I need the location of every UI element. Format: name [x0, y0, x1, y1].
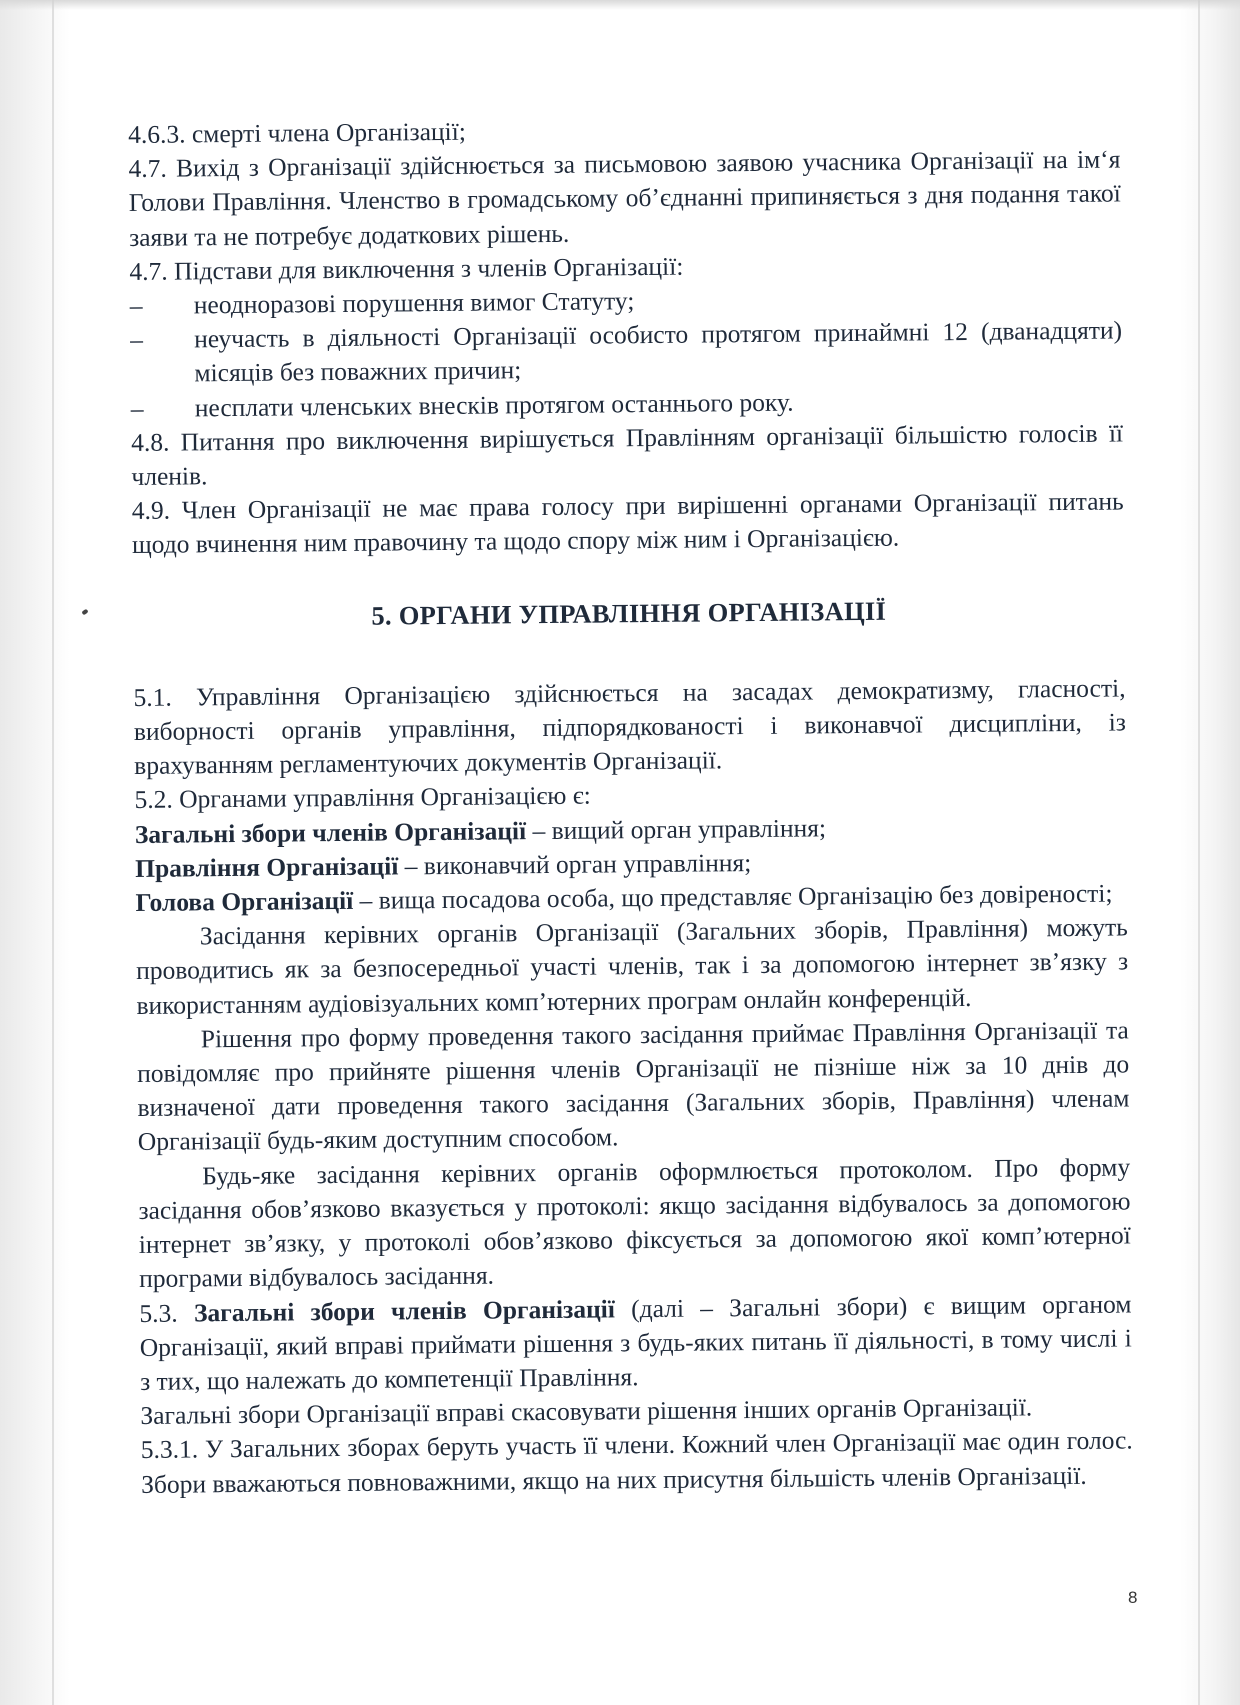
clause-4-8: 4.8. Питання про виключення вирішується Правлінням організації більшістю голосів її членів. — [130, 418, 1124, 492]
clause-5-1: 5.1. Управління Організацією здійснюється на засадах демократизму, гласності, виборності органів управління, підпорядкованості і виконавчої дисципліни, із врахуванням регламентуючих документів Організації. — [133, 673, 1126, 781]
clause-bold-term: Загальні збори членів Організації — [193, 1293, 616, 1327]
clause-5-3-cancel: Загальні збори Організації вправі скасовувати рішення інших органів Організації. — [140, 1392, 1033, 1431]
organ-description: – вища посадова особа, що представляє Організацію без довіреності; — [353, 878, 1113, 915]
clause-5-3 — [139, 1287, 1132, 1399]
scan-shadow-top — [0, 0, 1240, 10]
list-item-text: несплати членських внесків протягом останнього року. — [194, 387, 794, 422]
section-5-heading: 5. ОРГАНИ УПРАВЛІННЯ ОРГАНІЗАЦІЇ — [371, 595, 887, 631]
clause-4-7-grounds: 4.7. Підстави для виключення з членів Організації: — [129, 251, 684, 286]
paragraph-protocol: Будь-яке засідання керівних органів оформлюється протоколом. Про форму засідання обов’язково вказується у протоколі: якщо засідання відбувалось за допомогою інтернет зв’язку, у протоколі обов’язково фіксується за допомогою якої комп’ютерної програми відбувалось засідання. — [138, 1152, 1131, 1294]
organ-description: – виконавчий орган управління; — [398, 847, 752, 881]
organ-name: Правління Організації — [135, 851, 399, 883]
paragraph-meetings: Засідання керівних органів Організації (Загальних зборів, Правління) можуть проводитись як за безпосередньої участі членів, так і за допомогою інтернет зв’язку з використанням аудіовізуальних комп’ютерних програм онлайн конференцій. — [136, 912, 1129, 1020]
scan-edge-left — [52, 0, 54, 1705]
page-number: 8 — [1128, 1588, 1138, 1607]
list-dash: – — [130, 393, 144, 423]
list-dash: – — [129, 325, 144, 355]
clause-5-2: 5.2. Органами управління Організацією є: — [134, 781, 591, 815]
clause-text: (далі – Загальні збори) є вищим органом Організації, який вправі приймати рішення з будь-яких питань її діяльності, в тому числі і з тих, що належать до компетенції Правління. — [139, 1288, 1132, 1396]
organ-name: Голова Організації — [135, 885, 354, 918]
scan-speck — [81, 609, 88, 616]
clause-4-7-exit: 4.7. Вихід з Організації здійснюється за письмовою заявою учасника Організації на ім‘я Голови Правління. Членство в громадському об’єднанні припиняється з дня подання такої заяви та не потребує додаткових рішень. — [128, 144, 1121, 252]
scan-edge-right — [1198, 0, 1200, 1705]
document-body — [128, 108, 1133, 1501]
list-dash: – — [129, 290, 143, 321]
list-item — [130, 314, 1123, 392]
clause-4-9: 4.9. Член Організації не має права голосу при вирішенні органами Організації питань щодо вчинення ним правочину та щодо спору між ним і Організацією. — [131, 486, 1124, 560]
clause-5-3-1: 5.3.1. У Загальних зборах беруть участь її члени. Кожний член Організації має один голос. Збори вважаються повноважними, якщо на них присутня більшість членів Організації. — [140, 1425, 1133, 1499]
paragraph-decision: Рішення про форму проведення такого засідання приймає Правління Організації та повідомляє про прийняте рішення членів Організації не пізніше ніж за 10 днів до визначеної дати проведення такого засідання (Загальних зборів, Правління) членам Організації будь-яким доступним способом. — [137, 1015, 1130, 1157]
organ-description: – вищий орган управління; — [525, 812, 827, 845]
organ-name: Загальні збори членів Організації — [134, 815, 527, 849]
list-item-text: неодноразові порушення вимог Статуту; — [193, 286, 635, 320]
list-item-text: неучасть в діяльності Організації особисто протягом принаймні 12 (дванадцяти) місяців без поважних причин; — [193, 315, 1123, 388]
clause-number: 5.3. — [139, 1297, 195, 1328]
clause-4-6-3: 4.6.3. смерті члена Організації; — [128, 116, 467, 149]
